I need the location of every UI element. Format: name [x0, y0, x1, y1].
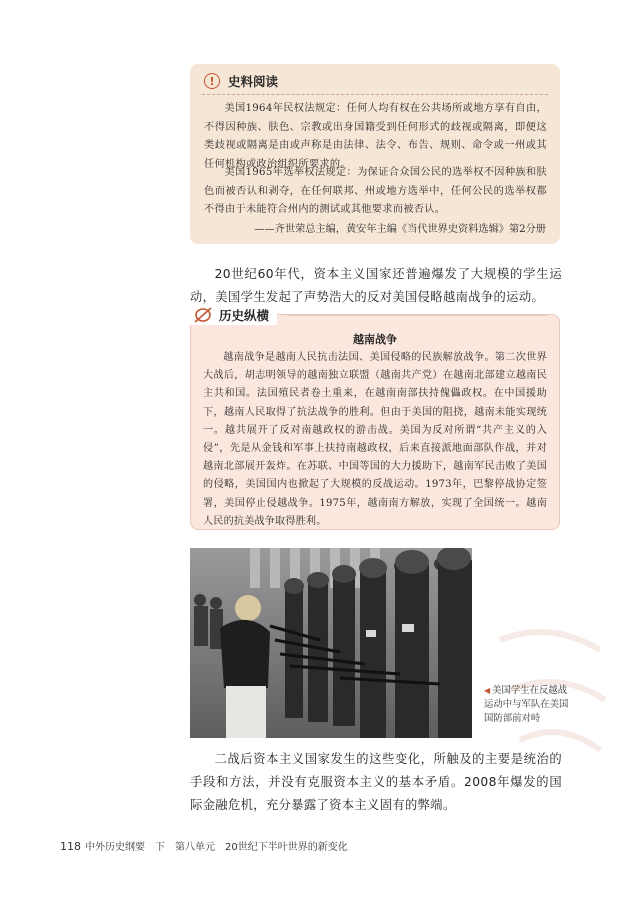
vietnam-war-heading: 越南战争 — [353, 333, 397, 346]
body-paragraph-conclusion: 二战后资本主义国家发生的这些变化，所触及的主要是统治的手段和方法，并没有克服资本主义的基本矛盾。2008年爆发的国际金融危机，充分暴露了资本主义固有的弊端。 — [190, 752, 562, 812]
source-paragraph-1964: 美国1964年民权法规定：任何人均有权在公共场所或地方享有自由，不得因种族、肤色、宗教或出身国籍受到任何形式的歧视或隔离，即便这类歧视或隔离是由或声称是由法律、法令、布告、规则、命令或一州或其任何机构或政治组织所要求的。 — [204, 103, 547, 170]
vietnam-war-text: 越南战争是越南人民抗击法国、美国侵略的民族解放战争。第二次世界大战后，胡志明领导的越南独立联盟（越南共产党）在越南北部建立越南民主共和国。法国殖民者卷土重来，在越南南部扶持傀儡政权。在中国援助下，越南人民取得了抗法战争的胜利。但由于美国的阻挠，越南未能实现统一。越共展开了反对南越政权的游击战。美国为反对所谓“共产主义的入侵”，先是从金钱和军事上扶持南越政权，后来直接派地面部队作战，并对越南北部展开轰炸。在苏联、中国等国的大力援助下，越南军民击败了美国的侵略，美国国内也掀起了大规模的反战运动。1973年，巴黎停战协定签署，美国停止侵越战争。1975年，越南南方解放，实现了全国统一。越南人民的抗美战争取得胜利。 — [203, 352, 547, 527]
footer-chapter-text: 中外历史纲要 下 第八单元 20世纪下半叶世界的新变化 — [85, 842, 348, 853]
source-reading-title: 史料阅读 — [228, 74, 279, 89]
divider — [202, 94, 548, 95]
history-feature-header — [189, 305, 277, 325]
history-feature-box — [190, 308, 560, 530]
watermark-icon — [480, 600, 620, 800]
caption-arrow-icon: ◀ — [484, 686, 491, 695]
protest-photo — [190, 548, 472, 738]
info-circle-icon: ! — [204, 73, 220, 89]
source-citation: ——齐世荣总主编，黄安年主编《当代世界史资料选辑》第2分册 — [254, 224, 546, 235]
compass-icon — [193, 307, 213, 323]
protest-photo-illustration — [190, 548, 472, 738]
page-footer — [60, 838, 348, 853]
history-feature-title: 历史纵横 — [219, 308, 270, 323]
photo-caption-text: 美国学生在反越战运动中与军队在美国国防部前对峙 — [484, 685, 569, 724]
body-paragraph-student-movement: 20世纪60年代，资本主义国家还普遍爆发了大规模的学生运动，美国学生发起了声势浩大的反对美国侵略越南战争的运动。 — [190, 267, 562, 304]
source-reading-box — [190, 64, 560, 244]
source-paragraph-1965: 美国1965年选举权法规定：为保证合众国公民的选举权不因种族和肤色而被否认和剥夺，在任何联邦、州或地方选举中，任何公民的选举权都不得由于未能符合州内的测试或其他要求而被否认。 — [204, 167, 547, 215]
divider — [287, 315, 547, 316]
page-number: 118 — [60, 840, 81, 853]
source-reading-header — [204, 72, 278, 90]
